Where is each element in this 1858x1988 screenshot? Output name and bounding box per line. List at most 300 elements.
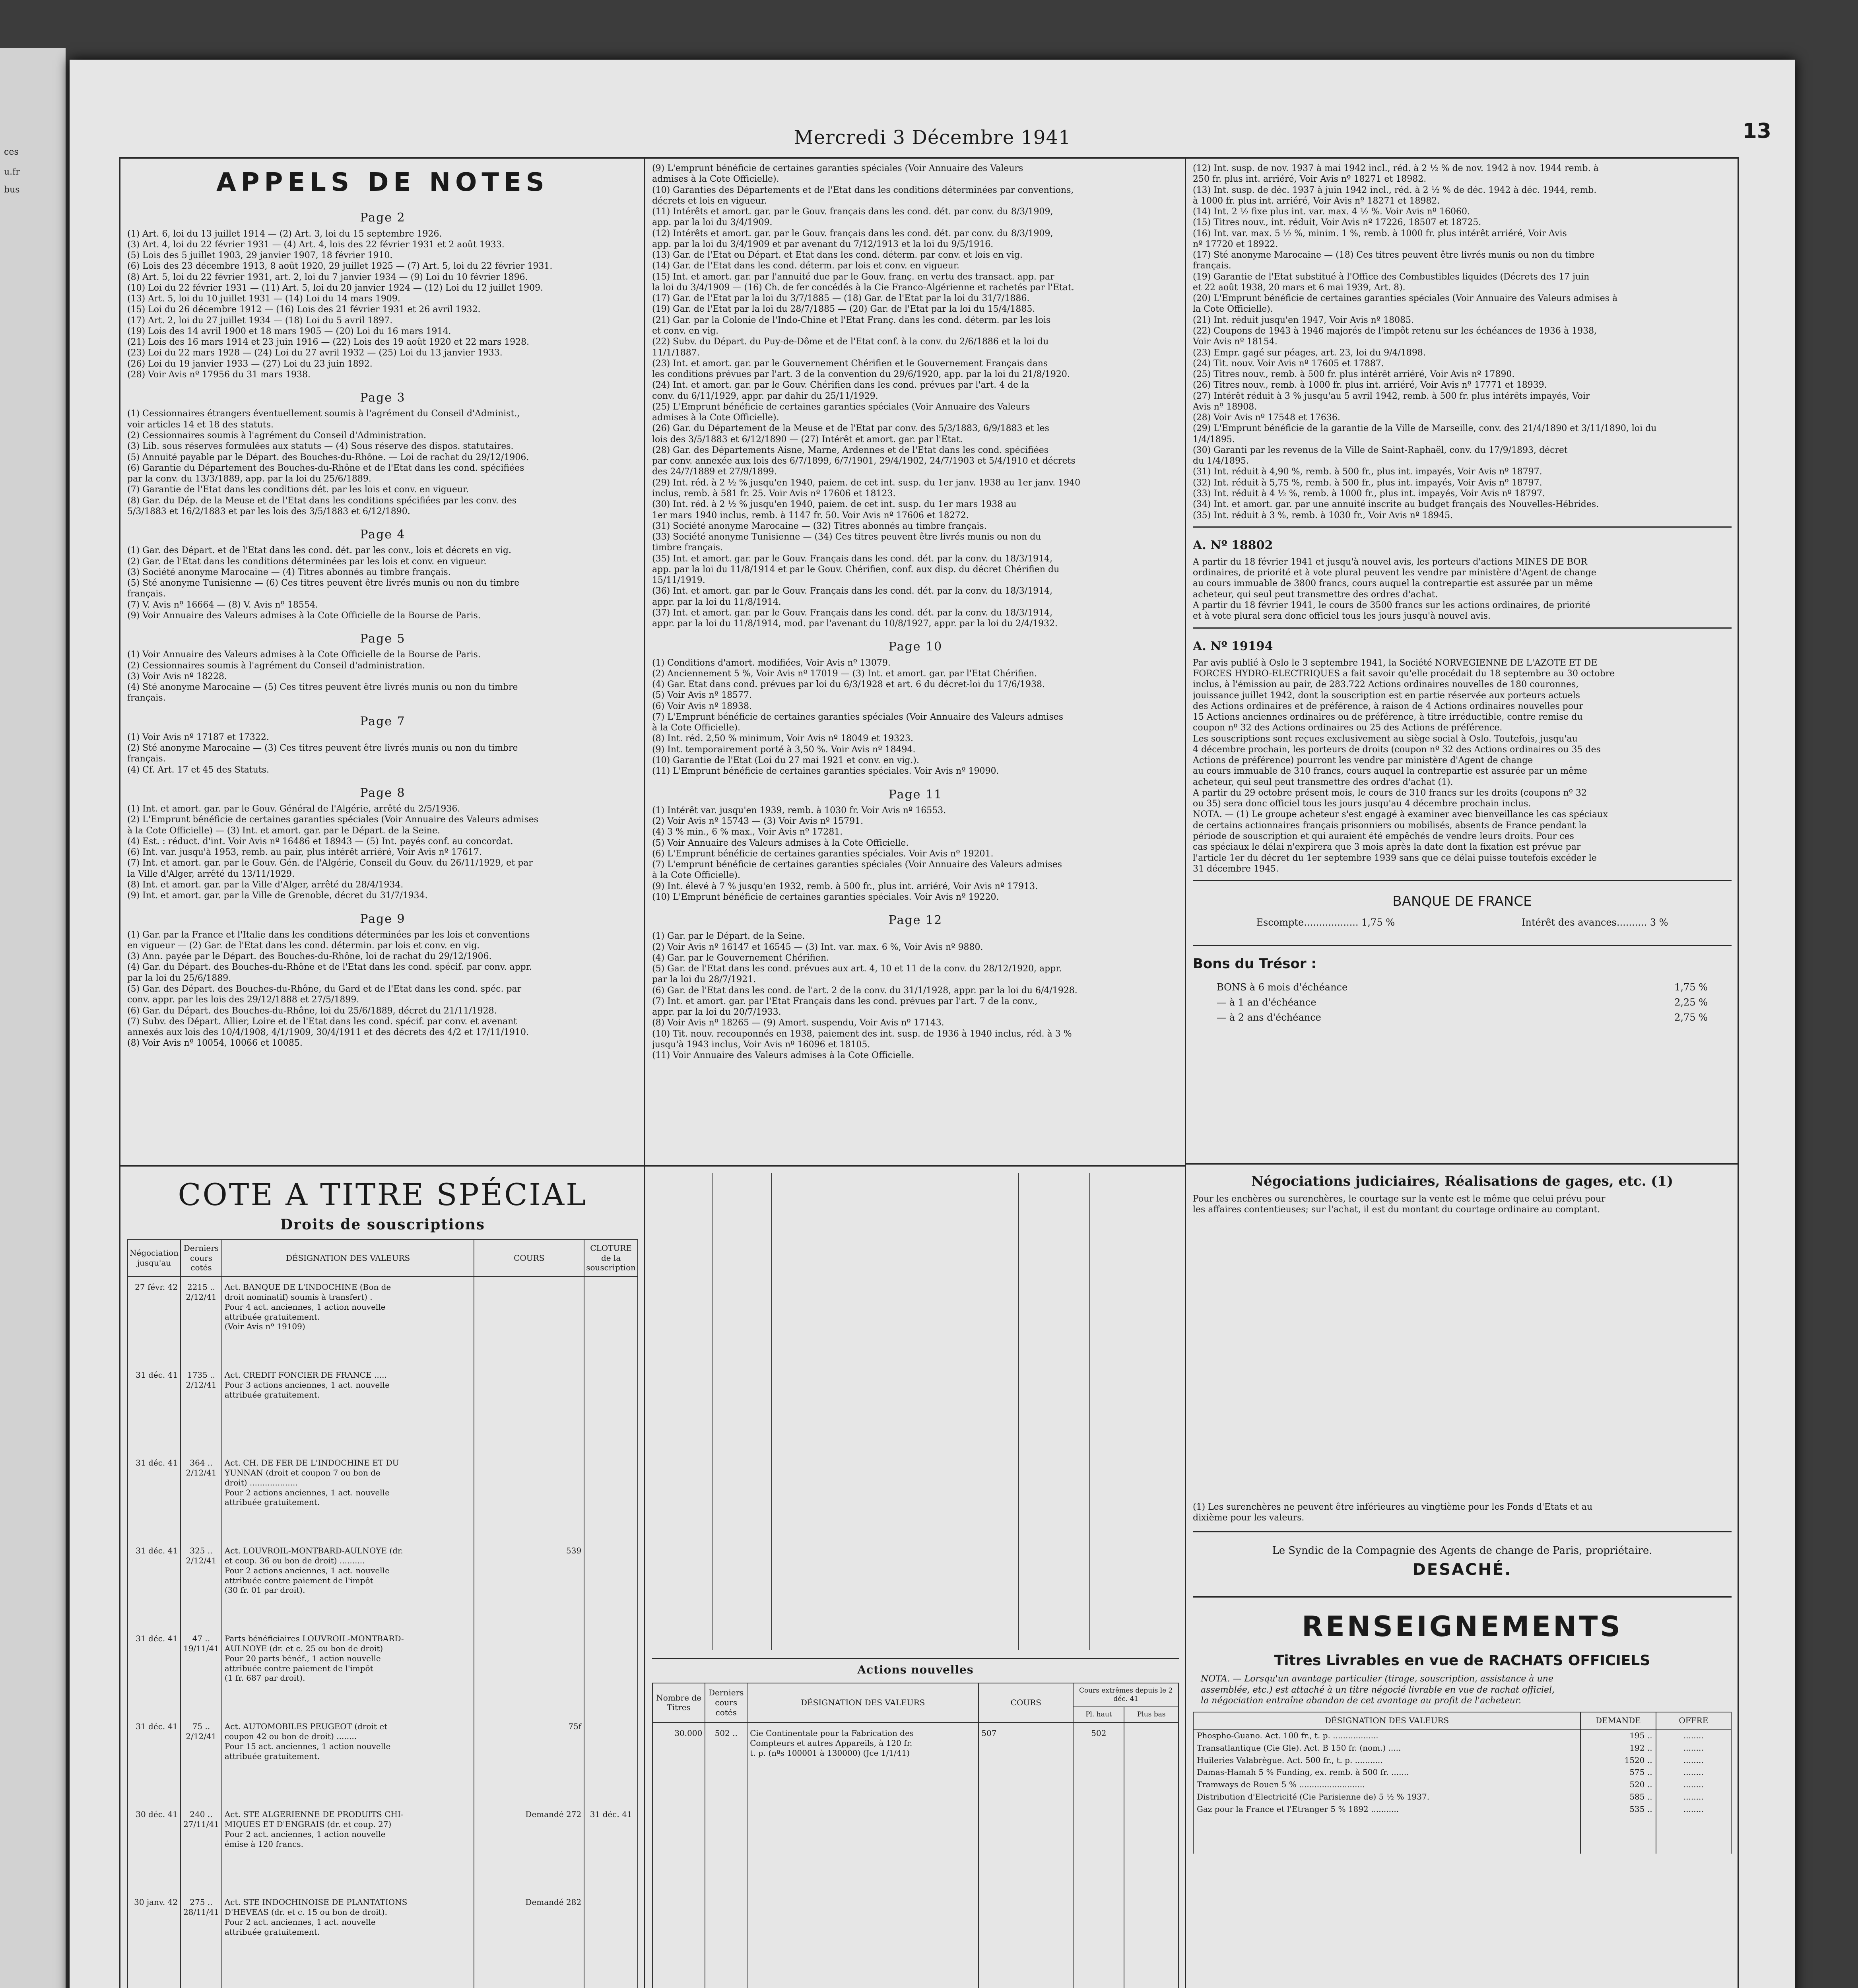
designation-line: AULNOYE (dr. et c. 25 ou bon de droit) (224, 1644, 383, 1654)
designation-line: attribuée gratuitement. (224, 1751, 320, 1761)
designation (747, 1722, 979, 1767)
avis-19194-label: A. Nº 19194 (1193, 639, 1273, 653)
dernier-cours (181, 1628, 222, 1716)
cote-continuation (652, 1173, 1179, 1988)
demande (1580, 1791, 1656, 1803)
note-line: à la Cote Officielle) — (3) Int. et amort. gar. par le Départ. de la Seine. (127, 825, 440, 836)
nota-line: la négociation entraîne abandon de cet avantage au profit de l'acheteur. (1201, 1696, 1521, 1706)
demande-text: 520 .. (1629, 1780, 1652, 1790)
note-line: (32) Int. réduit à 5,75 %, remb. à 500 fr., plus int. impayés, Voir Avis nº 18797. (1193, 478, 1542, 488)
negociation-date (128, 1540, 181, 1628)
note-line: timbre français. (652, 543, 723, 553)
offre (1656, 1754, 1731, 1767)
page-heading: Page 3 (360, 391, 406, 405)
avis-line: inclus, à l'émission au pair, de 283.722 Actions ordinaires nouvelles de 180 couronnes, (1193, 679, 1579, 690)
nombre-titres (652, 1722, 705, 1767)
designation-line: Act. STE INDOCHINOISE DE PLANTATIONS (224, 1897, 408, 1907)
designation (222, 1804, 474, 1892)
note-line: (2) Cessionnaires soumis à l'agrément du Conseil d'Administration. (127, 430, 426, 441)
note-line: (26) Loi du 19 janvier 1933 — (27) Loi du 23 juin 1892. (127, 359, 373, 369)
valeur-text: Gaz pour la France et l'Etranger 5 % 1892 ........... (1197, 1804, 1399, 1814)
valeur-text: Transatlantique (Cie Gle). Act. B 150 fr. (nom.) ..... (1197, 1743, 1401, 1753)
bons-du-tresor-title: Bons du Trésor : (1193, 955, 1317, 972)
note-line: (26) Titres nouv., remb. à 1000 fr. plus int. arriéré, Voir Avis nº 17771 et 18939. (1193, 380, 1547, 390)
avis-line: 4 décembre prochain, les porteurs de droits (coupon nº 32 des Actions ordinaires ou 35 des (1193, 744, 1601, 755)
nota-line: NOTA. — Lorsqu'un avantage particulier (tirage, souscription, assistance à une (1201, 1674, 1553, 1684)
note-line: (24) Tit. nouv. Voir Avis nº 17605 et 17887. (1193, 358, 1384, 369)
note-line: (14) Int. 2 ½ fixe plus int. var. max. 4 ½ %. Voir Avis nº 16060. (1193, 207, 1470, 217)
note-line: lois des 3/5/1883 et 6/12/1890 — (27) Intérêt et amort. gar. par l'Etat. (652, 434, 963, 445)
designation-line: t. p. (nºs 100001 à 130000) (Jce 1/1/41) (750, 1748, 910, 1758)
negociation-date (128, 1452, 181, 1540)
cours-value: 275 .. (190, 1897, 213, 1907)
dernier-cours (705, 1722, 747, 1767)
note-line: et conv. en vig. (652, 326, 719, 336)
offre-text: ........ (1683, 1780, 1704, 1790)
negociation-date (128, 1628, 181, 1716)
cote-row (128, 1540, 638, 1628)
cours-du-jour (474, 1628, 584, 1716)
facing-page-fragment: u.fr (4, 167, 20, 177)
facing-page-fragment: ces (4, 147, 19, 157)
note-line: (19) Gar. de l'Etat par la loi du 28/7/1885 — (20) Gar. de l'Etat par la loi du 15/4/1885. (652, 304, 1035, 315)
note-line: à la Cote Officielle). (652, 870, 740, 881)
avis-line: 15 Actions anciennes ordinaires ou de préférence, à titre irréductible, contre remise du (1193, 712, 1583, 722)
note-line: par la loi du 25/6/1889. (127, 973, 231, 983)
avis-line: FORCES HYDRO-ELECTRIQUES a fait savoir qu'elle procédait du 18 septembre au 30 octobre (1193, 669, 1615, 679)
note-line: et 22 août 1938, 20 mars et 6 mai 1939, Art. 8). (1193, 282, 1406, 293)
note-line: la Ville d'Alger, arrêté du 13/11/1929. (127, 869, 295, 879)
divider (1193, 627, 1732, 629)
divider (652, 1658, 1179, 1659)
note-line: (30) Garanti par les revenus de la Ville de Saint-Raphaël, conv. du 17/9/1893, décret (1193, 445, 1568, 455)
cloture (584, 1276, 638, 1365)
note-line: français. (1193, 261, 1231, 271)
page-heading: Page 5 (360, 632, 406, 646)
note-line: (21) Int. réduit jusqu'en 1947, Voir Avis nº 18085. (1193, 315, 1414, 325)
valeur-text: Phospho-Guano. Act. 100 fr., t. p. .................. (1197, 1731, 1378, 1741)
note-line: (1) Voir Annuaire des Valeurs admises à la Cote Officielle de la Bourse de Paris. (127, 650, 481, 660)
note-line: 1er mars 1940 inclus, remb. à 1147 fr. 50. Voir Avis nº 17606 et 18272. (652, 510, 969, 520)
bons-label: — à 1 an d'échéance (1217, 996, 1316, 1008)
designation-line: Pour 4 act. anciennes, 1 action nouvelle (224, 1302, 386, 1312)
cours-date: 2/12/41 (186, 1468, 217, 1478)
note-line: par la loi du 28/7/1921. (652, 975, 756, 985)
note-line: jusqu'à 1943 inclus, Voir Avis nº 16096 et 18105. (652, 1039, 870, 1050)
negociation-date (128, 1804, 181, 1892)
blank-row (652, 1767, 1178, 1988)
cote-row (128, 1628, 638, 1716)
offre-text: ........ (1683, 1767, 1704, 1777)
avis-line: A partir du 29 octobre présent mois, le cours de 310 francs sur les droits (coupons nº 32 (1193, 788, 1587, 798)
avis-line: cas spéciaux le délai n'expirera que 3 mois après la date dont la fixation est prévue par (1193, 842, 1581, 852)
col-demande: DEMANDE (1580, 1712, 1656, 1729)
note-line: (4) Gar. Etat dans cond. prévues par loi du 6/3/1928 et art. 6 du décret-loi du 17/6/1938. (652, 679, 1045, 690)
running-head-date: Mercredi 3 Décembre 1941 (794, 126, 1071, 149)
bons-rate: 1,75 % (1674, 982, 1708, 993)
col-plus-haut: Pl. haut (1073, 1707, 1124, 1722)
designation (222, 1276, 474, 1365)
note-line: français. (127, 693, 166, 703)
valeur-text: Distribution d'Electricité (Cie Parisienne de) 5 ½ % 1937. (1197, 1792, 1430, 1802)
note-line: Voir Avis nº 18154. (1193, 337, 1277, 347)
avis-line: ou 35) sera donc officiel tous les jours jusqu'au 4 décembre prochain inclus. (1193, 799, 1531, 809)
note-line: (2) L'Emprunt bénéficie de certaines garanties spéciales (Voir Annuaire des Valeurs admises (127, 815, 539, 825)
cours-date: 2/12/41 (186, 1380, 217, 1390)
dernier-cours (181, 1716, 222, 1804)
date-text: 31 déc. 41 (136, 1546, 178, 1556)
note-line: (5) Annuité payable par le Départ. des Bouches-du-Rhône. — Loi de rachat du 29/12/1906. (127, 452, 529, 462)
note-line: (3) Société anonyme Marocaine — (4) Titres abonnés au timbre français. (127, 567, 451, 577)
offre-text: ........ (1683, 1792, 1704, 1802)
facing-page-fragment: bus (4, 185, 20, 195)
note-line: (13) Int. susp. de déc. 1937 à juin 1942 incl., réd. à 2 ½ % de déc. 1942 à déc. 1944, remb. (1193, 185, 1597, 195)
offre-text: ........ (1683, 1804, 1704, 1814)
demande (1580, 1778, 1656, 1791)
designation-line: et coup. 36 ou bon de droit) .......... (224, 1556, 365, 1566)
nombre-text: 30.000 (674, 1728, 703, 1738)
note-line: (11) Voir Annuaire des Valeurs admises à la Cote Officielle. (652, 1050, 914, 1061)
note-line: (4) Cf. Art. 17 et 45 des Statuts. (127, 765, 269, 775)
appels-title: APPELS DE NOTES (216, 168, 549, 197)
offre (1656, 1778, 1731, 1791)
titres-livrables-subtitle: Titres Livrables en vue de RACHATS OFFICIELS (1274, 1652, 1650, 1669)
designation-line: Act. STE ALGERIENNE DE PRODUITS CHI- (224, 1809, 404, 1819)
note-line: (5) Voir Annuaire des Valeurs admises à la Cote Officielle. (652, 838, 909, 848)
note-line: (23) Int. et amort. gar. par le Gouvernement Chérifien et le Gouvernement Français dans (652, 358, 1048, 369)
designation-line: Act. BANQUE DE L'INDOCHINE (Bon de (224, 1282, 391, 1292)
haut-text: 502 (1091, 1728, 1107, 1738)
date-text: 27 févr. 42 (135, 1282, 178, 1292)
page-heading: Page 10 (888, 640, 943, 654)
avis-line: acheteur, qui seul peut transmettre des ordres d'achat. (1193, 589, 1438, 600)
note-line: (33) Société anonyme Tunisienne — (34) Ces titres peuvent être livrés munis ou non du (652, 532, 1041, 542)
blank-row (1193, 1815, 1731, 1854)
note-line: (10) Tit. nouv. recouponnés en 1938, paiement des int. susp. de 1936 à 1940 inclus, réd. à 3 % (652, 1029, 1072, 1039)
cours-text: 507 (981, 1728, 997, 1738)
note-line: (6) Garantie du Département des Bouches-du-Rhône et de l'Etat dans les cond. spécifiées (127, 463, 524, 473)
note-line: la Cote Officielle). (1193, 304, 1273, 315)
cote-row (128, 1892, 638, 1980)
note-line: (3) Ann. payée par le Départ. des Bouches-du-Rhône, loi de rachat du 29/12/1906. (127, 951, 492, 962)
page-heading: Page 11 (888, 787, 943, 802)
designation (222, 1628, 474, 1716)
cours-value: 75 .. (192, 1722, 210, 1732)
designation-line: D'HEVEAS (dr. et c. 15 ou bon de droit). (224, 1907, 388, 1917)
cloture (584, 1628, 638, 1716)
cote-subtitle: Droits de souscriptions (280, 1216, 485, 1233)
col-negociation: Négociation jusqu'au (128, 1240, 181, 1276)
designation-line: émise à 120 francs. (224, 1839, 303, 1849)
footnote-line: (1) Les surenchères ne peuvent être inférieures au vingtième pour les Fonds d'Etats et au (1193, 1502, 1593, 1512)
note-line: (19) Lois des 14 avril 1900 et 18 mars 1905 — (20) Loi du 16 mars 1914. (127, 326, 451, 336)
note-line: (17) Sté anonyme Marocaine — (18) Ces titres peuvent être livrés munis ou non du timbre (1193, 250, 1595, 260)
note-line: nº 17720 et 18922. (1193, 239, 1278, 249)
notes-sections-2 (652, 639, 1179, 1061)
cote-row (128, 1804, 638, 1892)
negociations-line: Pour les enchères ou surenchères, le courtage sur la vente est le même que celui prévu pour (1193, 1194, 1606, 1204)
col-designation: DÉSIGNATION DES VALEURS (1193, 1712, 1580, 1729)
col-cours: COURS (979, 1683, 1073, 1722)
cours-date: 27/11/41 (183, 1819, 219, 1829)
designation-line: Pour 15 act. anciennes, 1 action nouvelle (224, 1741, 391, 1751)
notes-continued-3 (1193, 163, 1732, 521)
valeur-text: Damas-Hamah 5 % Funding, ex. remb. à 500 fr. ....... (1197, 1767, 1409, 1777)
note-line: (35) Int. réduit à 3 %, remb. à 1030 fr., Voir Avis nº 18945. (1193, 510, 1453, 520)
cours-value: 1735 .. (187, 1370, 215, 1380)
designation-line: Pour 2 actions anciennes, 1 act. nouvelle (224, 1487, 390, 1497)
designation (222, 1365, 474, 1452)
date-text: 30 déc. 41 (136, 1809, 178, 1819)
column-line (1089, 1173, 1090, 1650)
note-line: (15) Titres nouv., int. réduit, Voir Avis nº 17226, 18507 et 18725. (1193, 217, 1481, 228)
cloture (584, 1804, 638, 1892)
note-line: (10) L'Emprunt bénéficie de certaines garanties spéciales. Voir Avis nº 19220. (652, 892, 999, 902)
note-line: (6) L'Emprunt bénéficie de certaines garanties spéciales. Voir Avis nº 19201. (652, 848, 994, 859)
note-line: 11/1/1887. (652, 348, 700, 358)
cours-value: 47 .. (192, 1634, 210, 1644)
avis-line: NOTA. — (1) Le groupe acheteur s'est engagé à examiner avec bienveillance les cas spéciaux (1193, 810, 1608, 820)
left-frame-rule (119, 157, 120, 1988)
avis-line: au cours immuable de 3800 francs, cours auquel la contrepartie est assurée par un même (1193, 579, 1593, 589)
note-line: (6) Lois des 23 décembre 1913, 8 août 1920, 29 juillet 1925 — (7) Art. 5, loi du 22 février 1931. (127, 261, 553, 272)
right-lower-column (1193, 1173, 1732, 1988)
note-line: (5) Lois des 5 juillet 1903, 29 janvier 1907, 18 février 1910. (127, 250, 393, 261)
note-line: 15/11/1919. (652, 575, 705, 586)
note-line: conv. du 6/11/1929, appr. par dahir du 25/11/1929. (652, 391, 878, 401)
designation-line: coupon 42 ou bon de droit) ........ (224, 1732, 357, 1741)
designation-line: (1 fr. 687 par droit). (224, 1673, 305, 1683)
plus-bas (1124, 1722, 1178, 1767)
cloture (584, 1452, 638, 1540)
note-line: (1) Gar. par le Départ. de la Seine. (652, 931, 805, 942)
dernier-cours (181, 1892, 222, 1980)
note-line: admises à la Cote Officielle). (652, 413, 779, 423)
valeur-name (1193, 1754, 1580, 1767)
note-line: (3) Voir Avis nº 18228. (127, 671, 227, 681)
valeur-text: Tramways de Rouen 5 % .......................... (1197, 1780, 1365, 1790)
offre-text: ........ (1683, 1755, 1704, 1765)
note-line: (10) Garantie de l'Etat (Loi du 27 mai 1921 et conv. en vig.). (652, 755, 919, 765)
note-line: (4) 3 % min., 6 % max., Voir Avis nº 17281. (652, 827, 843, 837)
note-line: (11) Intérêts et amort. gar. par le Gouv. français dans les cond. dét. par conv. du 8/3/1909, (652, 207, 1053, 217)
note-line: (25) L'Emprunt bénéficie de certaines garanties spéciales (Voir Annuaire des Valeurs (652, 402, 1030, 412)
bons-du-tresor-rates (1193, 980, 1732, 1025)
designation (222, 1452, 474, 1540)
col-derniers-cours: Derniers cours cotés (181, 1240, 222, 1276)
designation-line: Pour 2 act. anciennes, 1 act. nouvelle (224, 1917, 376, 1927)
avis-19194-text (1193, 658, 1732, 874)
avis-line: Actions de préférence) pourront les vendre par ministère d'Agent de change (1193, 755, 1533, 766)
note-line: (8) Gar. du Dép. de la Meuse et de l'Etat dans les conditions spécifiées par les conv. des (127, 495, 517, 506)
note-line: (6) Int. var. jusqu'à 1953, remb. au pair, plus intérêt arriéré, Voir Avis nº 17617. (127, 847, 482, 858)
note-line: (8) Voir Avis nº 18265 — (9) Amort. suspendu, Voir Avis nº 17143. (652, 1018, 944, 1028)
note-line: (21) Lois des 16 mars 1914 et 23 juin 1916 — (22) Lois des 19 août 1920 et 22 mars 1928. (127, 337, 530, 348)
cloture (584, 1716, 638, 1804)
designation-line: YUNNAN (droit et coupon 7 ou bon de (224, 1468, 381, 1478)
note-line: (8) Voir Avis nº 10054, 10066 et 10085. (127, 1038, 303, 1048)
note-line: (31) Int. réduit à 4,90 %, remb. à 500 fr., plus int. impayés, Voir Avis nº 18797. (1193, 467, 1542, 477)
appels-column (127, 163, 638, 1161)
valeur-name (1193, 1791, 1580, 1803)
note-line: (1) Cessionnaires étrangers éventuellement soumis à l'agrément du Conseil d'Administ., (127, 409, 520, 419)
note-line: (6) Gar. du Départ. des Bouches-du-Rhône, loi du 25/6/1889, décret du 21/11/1928. (127, 1006, 497, 1016)
valeur-name (1193, 1778, 1580, 1791)
note-line: (3) Lib. sous réserves formulées aux statuts — (4) Sous réserve des dispos. statutaires. (127, 441, 514, 452)
rachat-row (1193, 1766, 1731, 1778)
note-line: (4) Gar. du Départ. des Bouches-du-Rhône et de l'Etat dans les cond. spécif. par conv. appr. (127, 962, 532, 973)
cote-row (128, 1276, 638, 1365)
banque-rates (1193, 917, 1732, 929)
note-line: (15) Loi du 26 décembre 1912 — (16) Lois des 21 février 1931 et 26 avril 1932. (127, 305, 481, 315)
cours (979, 1722, 1073, 1767)
avis-line: Les souscriptions sont reçues exclusivement au siège social à Oslo. Toutefois, jusqu'au (1193, 734, 1578, 744)
cours-value: 2215 .. (187, 1282, 215, 1292)
note-line: (21) Gar. par la Colonie de l'Indo-Chine et l'Etat Franç. dans les cond. déterm. par les lois (652, 315, 1051, 325)
plus-haut (1073, 1722, 1124, 1767)
note-line: (4) Est. : réduct. d'int. Voir Avis nº 16486 et 18943 — (5) Int. payés conf. au concordat. (127, 836, 513, 846)
rachat-row (1193, 1754, 1731, 1767)
note-line: (24) Int. et amort. gar. par le Gouv. Chérifien dans les cond. prévues par l'art. 4 de la (652, 380, 1029, 390)
note-line: appr. par la loi du 20/7/1933. (652, 1007, 781, 1017)
page-heading: Page 8 (360, 786, 406, 800)
note-line: (2) Cessionnaires soumis à l'agrément du Conseil d'administration. (127, 660, 425, 671)
actions-nouvelles-row (652, 1722, 1178, 1767)
dernier-cours (181, 1540, 222, 1628)
note-line: (28) Voir Avis nº 17548 et 17636. (1193, 413, 1340, 423)
date-text: 31 déc. 41 (136, 1370, 178, 1380)
note-line: (7) Int. et amort. gar. par l'Etat Français dans les cond. prévues par l'art. 7 de la conv., (652, 996, 1038, 1006)
note-line: (23) Empr. gagé sur péages, art. 23, loi du 9/4/1898. (1193, 348, 1426, 358)
note-line: (2) Anciennement 5 %, Voir Avis nº 17019 — (3) Int. et amort. gar. par l'Etat Chérifien. (652, 668, 1037, 679)
designation-line: attribuée gratuitement. (224, 1312, 320, 1322)
nota-line: assemblée, etc.) est attaché à un titre négocié livrable en vue de rachat officiel, (1201, 1685, 1555, 1695)
note-line: 1/4/1895. (1193, 434, 1235, 445)
escompte-label: Escompte.................. 1,75 % (1256, 917, 1395, 928)
demande (1580, 1729, 1656, 1742)
note-line: 250 fr. plus int. arriéré, Voir Avis nº 18271 et 18982. (1193, 174, 1427, 184)
note-line: (7) Garantie de l'Etat dans les conditions dét. par les lois et conv. en vigueur. (127, 485, 469, 495)
cloture (584, 1540, 638, 1628)
bons-row (1193, 995, 1732, 1010)
note-line: (9) Voir Annuaire des Valeurs admises à la Cote Officielle de la Bourse de Paris. (127, 610, 481, 621)
offre (1656, 1729, 1731, 1742)
cours-value: 240 .. (190, 1809, 213, 1819)
note-line: (37) Int. et amort. gar. par le Gouv. Français dans les cond. dét. par la conv. du 18/3/1914, (652, 608, 1053, 618)
avis-line: A partir du 18 février 1941, le cours de 3500 francs sur les actions ordinaires, de priorité (1193, 600, 1590, 611)
note-line: (22) Subv. du Départ. du Puy-de-Dôme et de l'Etat conf. à la conv. du 2/6/1886 et la loi du (652, 337, 1049, 347)
valeur-name (1193, 1729, 1580, 1742)
note-line: (1) Art. 6, loi du 13 juillet 1914 — (2) Art. 3, loi du 15 septembre 1926. (127, 229, 442, 239)
cloture (584, 1892, 638, 1980)
negociation-date (128, 1276, 181, 1365)
note-line: (5) Gar. des Départ. des Bouches-du-Rhône, du Gard et de l'Etat dans les cond. spéc. par (127, 984, 522, 994)
actions-nouvelles-table (652, 1683, 1179, 1988)
demande-text: 195 .. (1629, 1731, 1652, 1741)
cours-text: 539 (566, 1546, 582, 1556)
note-line: les conditions prévues par l'art. 3 de la convention du 29/6/1920, app. par la loi du 21/8/1920. (652, 369, 1070, 380)
avis-line: coupon nº 32 des Actions ordinaires ou 25 des Actions de préférence. (1193, 723, 1503, 733)
offre (1656, 1791, 1731, 1803)
note-line: (9) Int. temporairement porté à 3,50 %. Voir Avis nº 18494. (652, 744, 916, 755)
divider (1193, 880, 1732, 881)
negociation-date (128, 1892, 181, 1980)
page-heading: Page 7 (360, 714, 406, 728)
col-designation: DÉSIGNATION DES VALEURS (747, 1683, 979, 1722)
note-line: (22) Coupons de 1943 à 1946 majorés de l'impôt retenu sur les échéances de 1936 à 1938, (1193, 326, 1597, 336)
note-line: (3) Art. 4, loi du 22 février 1931 — (4) Art. 4, lois des 22 février 1931 et 2 août 1933. (127, 239, 505, 250)
note-line: conv. appr. par les lois des 29/12/1888 et 27/5/1899. (127, 995, 359, 1005)
note-line: (5) Gar. de l'Etat dans les cond. prévues aux art. 4, 10 et 11 de la conv. du 28/12/1920, appr. (652, 964, 1062, 974)
footnote-line: dixième pour les valeurs. (1193, 1512, 1305, 1523)
note-line: (4) Gar. par le Gouvernement Chérifien. (652, 953, 829, 963)
syndic-line: Le Syndic de la Compagnie des Agents de change de Paris, propriétaire. (1272, 1545, 1652, 1557)
avis-line: Par avis publié à Oslo le 3 septembre 1941, la Société NORVEGIENNE DE L'AZOTE ET DE (1193, 658, 1598, 668)
blank-space (1193, 1215, 1732, 1502)
note-line: français. (127, 754, 166, 764)
divider (1193, 945, 1732, 946)
avis-line: A partir du 18 février 1941 et jusqu'à nouvel avis, les porteurs d'actions MINES DE BOR (1193, 557, 1587, 567)
demande-text: 535 .. (1629, 1804, 1652, 1814)
note-line: (2) Voir Avis nº 16147 et 16545 — (3) Int. var. max. 6 %, Voir Avis nº 9880. (652, 942, 983, 952)
note-line: (6) Voir Avis nº 18938. (652, 701, 752, 711)
designation-line: Pour 20 parts bénéf., 1 action nouvelle (224, 1653, 381, 1663)
note-line: (1) Gar. des Départ. et de l'Etat dans les cond. dét. par les conv., lois et décrets en vig. (127, 546, 511, 556)
divider (1193, 1596, 1732, 1598)
blank-row (128, 1980, 638, 1988)
note-line: (4) Sté anonyme Marocaine — (5) Ces titres peuvent être livrés munis ou non du timbre (127, 682, 518, 693)
col-derniers: Derniers cours cotés (705, 1683, 747, 1722)
demande (1580, 1803, 1656, 1815)
note-line: (2) Sté anonyme Marocaine — (3) Ces titres peuvent être livrés munis ou non du timbre (127, 743, 518, 753)
designation-line: Act. CH. DE FER DE L'INDOCHINE ET DU (224, 1458, 399, 1468)
cours-du-jour (474, 1452, 584, 1540)
cours-date: 2/12/41 (186, 1292, 217, 1302)
note-line: (17) Art. 2, loi du 27 juillet 1934 — (18) Loi du 5 avril 1897. (127, 315, 393, 326)
cours-text: 75f (568, 1722, 582, 1732)
note-line: (14) Gar. de l'Etat dans les cond. déterm. par lois et conv. en vigueur. (652, 261, 959, 271)
note-line: (7) V. Avis nº 16664 — (8) V. Avis nº 18554. (127, 600, 318, 610)
note-line: (35) Int. et amort. gar. par le Gouv. Français dans les cond. dét. par la conv. du 18/3/1914, (652, 553, 1053, 564)
column-rule-2 (1185, 157, 1186, 1988)
cours-value: 364 .. (190, 1458, 213, 1468)
bons-rate: 2,75 % (1674, 1011, 1708, 1023)
note-line: à la Cote Officielle). (652, 723, 740, 733)
signature-desache: DESACHÉ. (1412, 1561, 1512, 1579)
notes-continued (652, 163, 1179, 629)
cote-row (128, 1452, 638, 1540)
note-line: (7) L'Emprunt bénéficie de certaines garanties spéciales (Voir Annuaire des Valeurs admises (652, 712, 1064, 722)
designation-line: Pour 3 actions anciennes, 1 act. nouvelle (224, 1380, 390, 1390)
note-line: par conv. annexée aux lois des 6/7/1899, 6/7/1901, 29/4/1902, 24/7/1903 et 5/4/1910 et décrets (652, 456, 1076, 466)
note-line: (23) Loi du 22 mars 1928 — (24) Loi du 27 avril 1932 — (25) Loi du 13 janvier 1933. (127, 348, 503, 358)
note-line: (33) Int. réduit à 4 ½ %, remb. à 1000 fr., plus int. impayés, Voir Avis nº 18797. (1193, 488, 1545, 499)
designation-line: attribuée contre paiement de l'impôt (224, 1663, 373, 1673)
avis-line: l'article 1er du décret du 1er septembre 1939 sans que ce délai puisse toutefois excéder le (1193, 853, 1597, 863)
demande-text: 192 .. (1629, 1743, 1652, 1753)
note-line: (5) Sté anonyme Tunisienne — (6) Ces titres peuvent être livrés munis ou non du timbre (127, 578, 520, 588)
note-line: (1) Intérêt var. jusqu'en 1939, remb. à 1030 fr. Voir Avis nº 16553. (652, 805, 946, 815)
note-line: (7) Int. et amort. gar. par le Gouv. Gén. de l'Algérie, Conseil du Gouv. du 26/11/1929, et par (127, 858, 533, 868)
dernier-cours (181, 1365, 222, 1452)
rachat-row (1193, 1729, 1731, 1742)
note-line: (7) Subv. des Départ. Allier, Loire et de l'Etat dans les cond. spécif. par conv. et avenant (127, 1016, 517, 1027)
offre-text: ........ (1683, 1743, 1704, 1753)
facing-page-edge (0, 48, 66, 1988)
col-cloture: CLOTURE de la souscription (584, 1240, 638, 1276)
note-line: (34) Int. et amort. gar. par une annuité inscrite au budget français des Nouvelles-Hébrides. (1193, 499, 1599, 510)
date-text: 31 déc. 41 (136, 1722, 178, 1732)
